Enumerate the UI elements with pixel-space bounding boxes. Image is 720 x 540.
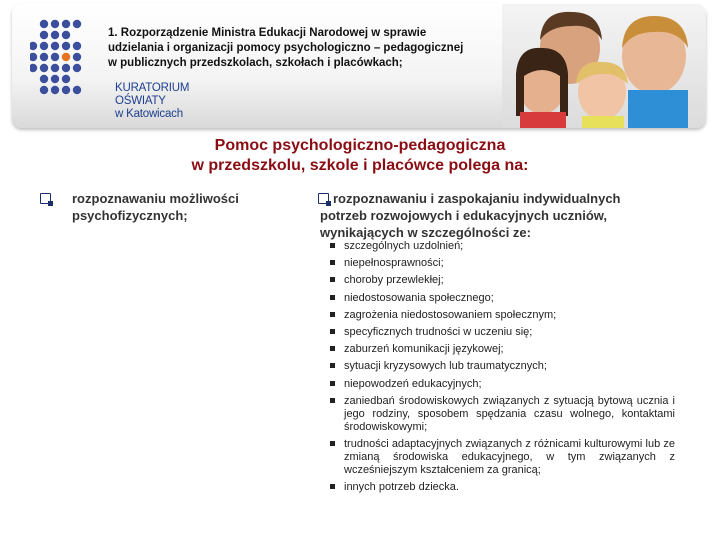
square-bullet-icon	[330, 441, 335, 446]
left-point	[72, 190, 312, 224]
list-item-text: niedostosowania społecznego;	[344, 291, 494, 304]
main-title-line: w przedszkolu, szkole i placówce polega na:	[191, 157, 529, 174]
header-title-line: 1. Rozporządzenie Ministra Edukacji Narodowej w sprawie	[108, 27, 427, 39]
square-bullet-icon	[330, 260, 335, 265]
square-bullet-icon	[330, 398, 335, 403]
checkbox-bullet-icon	[40, 193, 51, 204]
square-bullet-icon	[330, 277, 335, 282]
logo-line: OŚWIATY	[115, 95, 166, 107]
list-item-text: niepełnosprawności;	[344, 257, 444, 270]
list-item-text: niepowodzeń edukacyjnych;	[344, 377, 482, 390]
list-item	[330, 343, 675, 356]
list-item	[330, 378, 675, 391]
logo-line: KURATORIUM	[115, 82, 190, 94]
list-item-text: zaburzeń komunikacji językowej;	[344, 343, 504, 356]
list-item-text: szczególnych uzdolnień;	[344, 240, 464, 252]
main-title-line: Pomoc psychologiczno-pedagogiczna	[214, 137, 506, 154]
list-item	[330, 438, 675, 477]
right-point-heading	[320, 190, 693, 241]
children-photo	[502, 4, 706, 128]
left-point-line: rozpoznawaniu możliwości	[72, 191, 239, 206]
square-bullet-icon	[330, 363, 335, 368]
list-item	[330, 240, 675, 253]
list-item-text: choroby przewlekłej;	[344, 274, 444, 287]
header-banner	[12, 4, 706, 128]
square-bullet-icon	[330, 484, 335, 489]
list-item	[330, 274, 675, 287]
list-item-text: zaniedbań środowiskowych związanych z sytuacją bytową ucznia i jego rodziny, sposobem spędzania czasu wolnego, kontaktami środowiskowymi;	[344, 394, 675, 433]
square-bullet-icon	[330, 346, 335, 351]
kuratorium-logo-dots	[30, 18, 100, 108]
list-item	[330, 481, 675, 494]
list-item	[330, 395, 675, 434]
header-title-line: w publicznych przedszkolach, szkołach i placówkach;	[108, 57, 403, 69]
list-item	[330, 292, 675, 305]
kuratorium-logo-text	[115, 82, 189, 121]
list-item-text: specyficznych trudności w uczeniu się;	[344, 325, 533, 338]
square-bullet-icon	[330, 295, 335, 300]
list-item-text: innych potrzeb dziecka.	[344, 481, 459, 494]
square-bullet-icon	[330, 243, 335, 248]
list-item	[330, 257, 675, 270]
logo-line: w Katowicach	[115, 108, 183, 120]
main-title	[0, 136, 720, 176]
list-item-text: sytuacji kryzysowych lub traumatycznych;	[344, 360, 547, 373]
square-bullet-icon	[330, 329, 335, 334]
list-item	[330, 360, 675, 373]
list-item	[330, 309, 675, 322]
left-point-line: psychofizycznych;	[72, 208, 188, 223]
list-item	[330, 326, 675, 339]
right-point-line: potrzeb rozwojowych i edukacyjnych uczniów,	[320, 208, 608, 223]
square-bullet-icon	[330, 312, 335, 317]
checkbox-bullet-icon	[318, 193, 329, 204]
needs-list	[330, 240, 675, 498]
right-point-line: rozpoznawaniu i zaspokajaniu indywidualnych	[333, 191, 621, 206]
list-item-text: trudności adaptacyjnych związanych z różnicami kulturowymi lub ze zmianą środowiska edukacyjnego, w tym związanych z wcześniejszym kształceniem za granicą;	[344, 437, 675, 476]
header-title-line: udzielania i organizacji pomocy psychologiczno – pedagogicznej	[108, 42, 464, 54]
header-title	[108, 26, 488, 71]
right-point-line: wynikających w szczególności ze:	[320, 225, 531, 240]
square-bullet-icon	[330, 381, 335, 386]
list-item-text: zagrożenia niedostosowaniem społecznym;	[344, 308, 557, 321]
